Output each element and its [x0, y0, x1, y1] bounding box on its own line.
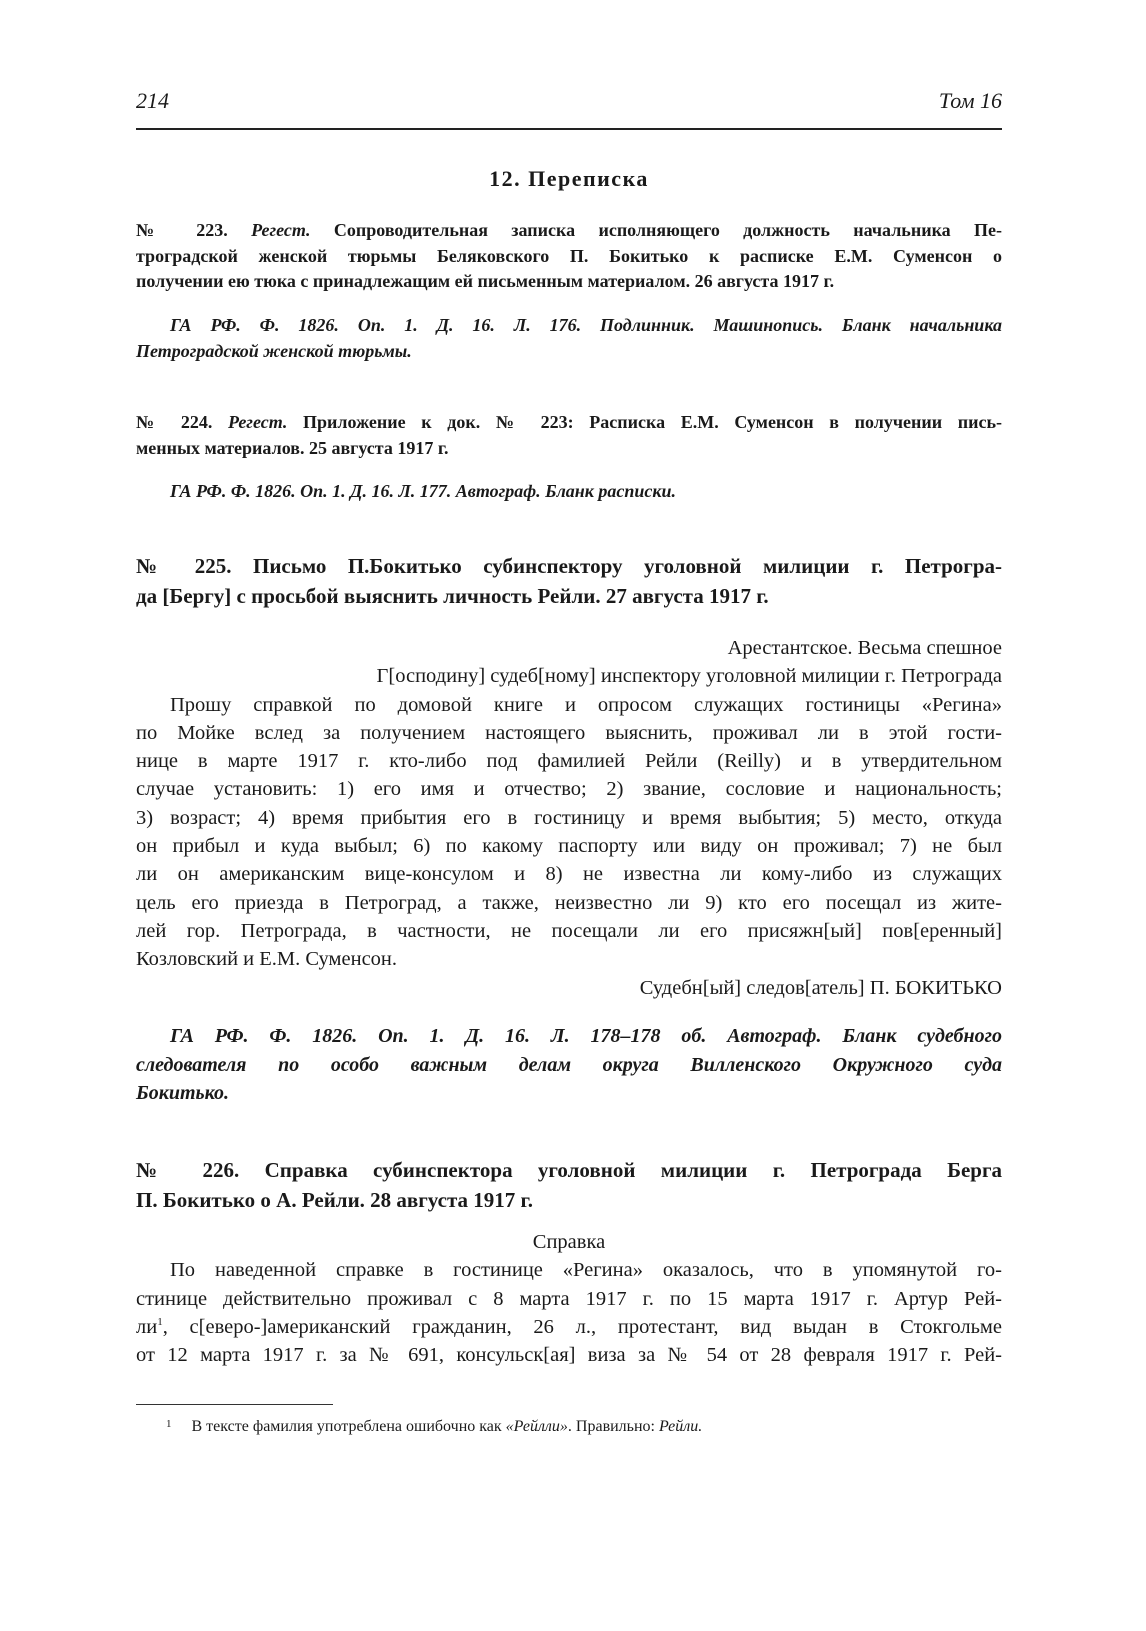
footnote-mark: 1: [166, 1418, 172, 1430]
text-line: получении ею тюка с принадлежащим ей письменным материалом. 26 августа 1917 г.: [136, 271, 835, 291]
text-line: № 223. Регест. Сопроводительная записка исполняющего должность начальника Пе-: [136, 220, 1002, 240]
text-line: ГА РФ. Ф. 1826. Оп. 1. Д. 16. Л. 177. Автограф. Бланк расписки.: [170, 481, 677, 501]
doc-224-regest: [136, 410, 1002, 461]
doc-223-regest: [136, 218, 1002, 295]
text-line: П. Бокитько о А. Рейли. 28 августа 1917 г.: [136, 1188, 533, 1212]
doc-225-heading: [136, 551, 1002, 611]
text-line: нице в марте 1917 г. кто-либо под фамилией Рейли (Reilly) и в утвердительном: [136, 750, 1002, 773]
text-line: троградской женской тюрьмы Беляковского П. Бокитько к расписке Е.М. Суменсон о: [136, 245, 1002, 266]
text-line: ли он американским вице-консулом и 8) не известна ли кому-либо из служащих: [136, 863, 1002, 886]
text-line: № 226. Справка субинспектора уголовной милиции г. Петрограда Берга: [136, 1158, 1002, 1182]
text-line: Прошу справкой по домовой книге и опросом служащих гостиницы «Регина»: [170, 693, 1002, 716]
volume-label: Том 16: [938, 88, 1002, 113]
running-header: [136, 88, 1002, 114]
header-rule: [136, 128, 1002, 130]
doc-225-reference: [136, 1022, 1002, 1108]
text-line: по Мойке вслед за получением настоящего выяснить, проживал ли в этой гости-: [136, 721, 1002, 744]
text-line: стинице действительно проживал с 8 марта 1917 г. по 15 марта 1917 г. Артур Рей-: [136, 1287, 1002, 1310]
text-line: Петроградской женской тюрьмы.: [136, 341, 412, 361]
doc-225-text: [136, 634, 1002, 1002]
text-line: цель его приезда в Петроград, а также, неизвестно ли 9) кто его посещал из жите-: [136, 891, 1002, 914]
doc-226-text: [136, 1228, 1002, 1369]
text-line: ГА РФ. Ф. 1826. Оп. 1. Д. 16. Л. 178–178 об. Автограф. Бланк судебного: [170, 1025, 1002, 1047]
text-line: лей гор. Петрограда, в частности, не посещали ли его присяжн[ый] пов[еренный]: [136, 919, 1002, 942]
text-line: случае установить: 1) его имя и отчество; 2) звание, сословие и национальность;: [136, 778, 1002, 801]
text-line: он прибыл и куда выбыл; 6) по какому паспорту или виду он проживал; 7) не был: [136, 835, 1002, 858]
text-line: $ли^1$, с[еверо-]американский гражданин, 26 л., протестант, вид выдан в Стокгольме: [136, 1315, 1002, 1338]
text-line: По наведенной справке в гостинице «Регина» оказалось, что в упомянутой го-: [170, 1259, 1002, 1282]
footnote: [136, 1418, 1002, 1436]
text-line: Судебн[ый] следов[атель] П. БОКИТЬКО: [639, 976, 1002, 999]
footnote-text: В тексте фамилия употреблена ошибочно как «Рейлли». Правильно: Рейли.: [191, 1418, 703, 1435]
doc-224-reference: [136, 478, 1002, 504]
section-title: 12. Переписка: [489, 166, 649, 191]
text-line: от 12 марта 1917 г. за № 691, консульск[ая] виза за № 54 от 28 февраля 1917 г. Рей-: [136, 1344, 1002, 1367]
doc-226-heading: [136, 1155, 1002, 1215]
text-line: ГА РФ. Ф. 1826. Оп. 1. Д. 16. Л. 176. Подлинник. Машинопись. Бланк начальника: [170, 315, 1002, 335]
text-line: менных материалов. 25 августа 1917 г.: [136, 437, 449, 458]
text-line: Бокитько.: [136, 1082, 230, 1104]
page-number: 214: [136, 88, 169, 113]
text-line: Справка: [532, 1231, 606, 1253]
text-line: № 225. Письмо П.Бокитько субинспектору уголовной милиции г. Петрогра-: [136, 554, 1002, 578]
text-line: Г[осподину] судеб[ному] инспектору уголовной милиции г. Петрограда: [376, 665, 1002, 688]
text-line: да [Бергу] с просьбой выяснить личность Рейли. 27 августа 1917 г.: [136, 584, 769, 608]
text-line: 3) возраст; 4) время прибытия его в гостиницу и время выбытия; 5) место, откуда: [136, 806, 1002, 829]
text-line: Козловский и Е.М. Суменсон.: [136, 948, 398, 971]
doc-223-reference: [136, 312, 1002, 364]
text-line: следователя по особо важным делам округа Вилленского Окружного суда: [136, 1053, 1002, 1076]
text-line: № 224. Регест. Приложение к док. № 223: Расписка Е.М. Суменсон в получении пись-: [136, 412, 1002, 432]
text-line: Арестантское. Весьма спешное: [727, 637, 1002, 659]
footnote-rule: [136, 1404, 333, 1405]
